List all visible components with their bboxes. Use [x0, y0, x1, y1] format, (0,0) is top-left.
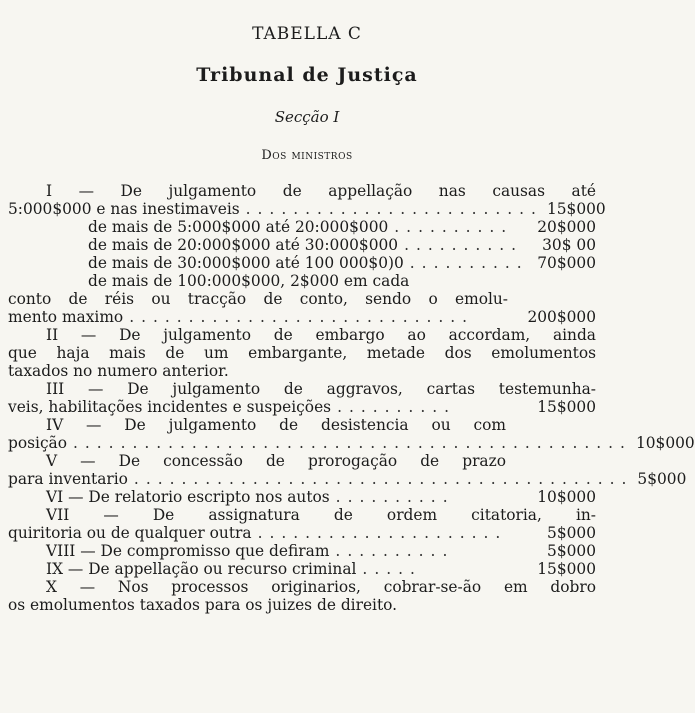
item-i-range-2: de mais de 20:000$000 até 30:000$000 .......... 30$ 00	[88, 236, 596, 254]
item-iv-line-2: posição ............................................... 10$000	[8, 434, 695, 452]
item-iv-line-1: IV — De julgamento de desistencia ou com	[46, 416, 506, 434]
leader-dots: .....	[362, 560, 422, 578]
leader-dots: ..........	[394, 218, 514, 236]
leader-dots: .........................	[245, 200, 543, 218]
item-v-line-1: V — De concessão de prorogação de prazo	[46, 452, 506, 470]
leader-dots: .............................	[129, 308, 475, 326]
item-iii-line-1: III — De julgamento de aggravos, cartas testemunha-	[46, 380, 596, 398]
item-i-range-4-line-3: mento maximo ............................. 200$000	[8, 308, 596, 326]
item-vi: VI — De relatorio escripto nos autos .......... 10$000	[46, 488, 596, 506]
item-i-range-1: de mais de 5:000$000 até 20:000$000 .......... 20$000	[88, 218, 596, 236]
leader-dots: ..........................................	[133, 470, 634, 488]
item-i-range-3: de mais de 30:000$000 até 100 000$0)0 .......... 70$000	[88, 254, 596, 272]
leader-dots: ...............................................	[73, 434, 632, 452]
item-i-amount: 15$000	[546, 200, 606, 218]
leader-dots: ..........	[337, 398, 457, 416]
item-v-line-2: para inventario .......................................... 5$000	[8, 470, 687, 488]
leader-dots: ..........	[409, 254, 529, 272]
item-ii-line-3: taxados no numero anterior.	[8, 362, 229, 380]
item-x-line-1: X — Nos processos originarios, cobrar-se-ão em dobro	[46, 578, 596, 596]
subsection-heading: Dos ministros	[261, 148, 353, 163]
item-vii-line-2: quiritoria ou de qualquer outra ..................... 5$000	[8, 524, 596, 542]
section-heading: Secção I	[274, 108, 340, 126]
item-i-range-4-line-1: de mais de 100:000$000, 2$000 em cada	[88, 272, 410, 290]
item-i-label: 5:000$000 e nas inestimaveis	[8, 200, 240, 218]
item-i-line-2	[8, 200, 606, 218]
item-ii-line-2: que haja mais de um embargante, metade dos emolumentos	[8, 344, 596, 362]
item-i-line-1: I — De julgamento de appellação nas causas até	[46, 182, 596, 200]
item-i-range-4-line-2: conto de réis ou tracção de conto, sendo o emolu-	[8, 290, 508, 308]
leader-dots: ..........	[335, 542, 455, 560]
item-ix: IX — De appellação ou recurso criminal ..... 15$000	[46, 560, 596, 578]
item-x-line-2: os emolumentos taxados para os juizes de direito.	[8, 596, 398, 614]
leader-dots: ..........	[335, 488, 455, 506]
court-heading: Tribunal de Justiça	[196, 64, 418, 86]
table-title: TABELLA C	[252, 24, 362, 44]
leader-dots: ..........	[404, 236, 524, 254]
item-viii: VIII — De compromisso que defiram .......... 5$000	[46, 542, 596, 560]
item-iii-line-2: veis, habilitações incidentes e suspeições .......... 15$000	[8, 398, 596, 416]
item-ii-line-1: II — De julgamento de embargo ao accordam, ainda	[46, 326, 596, 344]
leader-dots: .....................	[257, 524, 508, 542]
item-vii-line-1: VII — De assignatura de ordem citatoria, in-	[46, 506, 596, 524]
